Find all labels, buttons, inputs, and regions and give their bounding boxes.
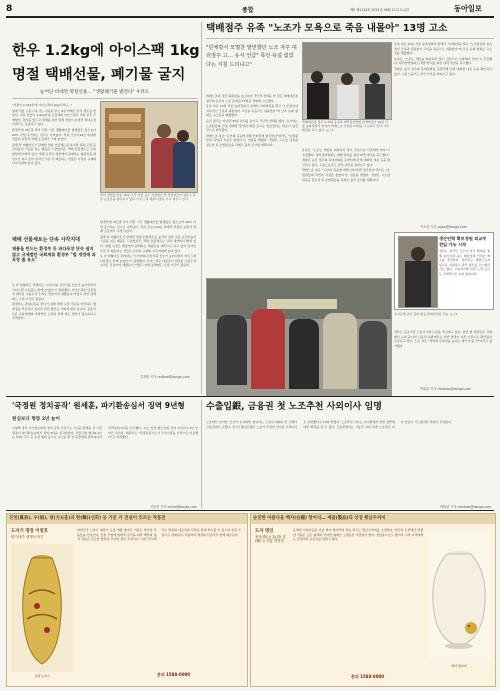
article-right-photo <box>302 42 392 120</box>
sidebar-body: 정부는 외국인 근로자 입국 확대를 통해 농어촌과 중소 제조업체 인력난 해소를 추진한다. 법무부는 계절근로자 입국을 지원하고 관련 절차를 간소화하기로 했다. 고용허가제 인력 도입 규모도 단계적으로 늘릴 방침이다. <box>439 249 490 276</box>
ad-right-body: 순백의 아름다움을 지닌 백자 항아리와 복을 부르는 황금두꺼비를 소개한다. 장인의 손끝에서 탄생한 작품은 깊은 광택과 단아한 형태로 오랫동안 사랑받아 왔다. 선물용으로도 좋으며 구매 고객에게는 감정서와 보증서를 함께 드린다. <box>293 528 423 542</box>
ad-left-body: 대한민국 도자기 명장이 오랜 세월 쌓아온 기술로 빚어낸 작품들을 선보인다. 전통 기법에 현대적 감각을 더한 백자와 청자 작품은 은은한 빛깔과 우아한 선이 특징이다. 이번 전시에서는 명장의 대표작과 신작을 함께 만나볼 수 있으며 한정 수량으로 판매된다. 작품마다 명장의 인증서가 함께 제공된다. <box>77 528 241 542</box>
photo-person-body <box>365 84 385 119</box>
article-right-quote: "단체방서 모멸찬 발언했던 노조 자주 대리점주 고… 유서 언급" 폭언·욕설 없었다는 지침 드리냐고" <box>206 45 297 68</box>
ad-right <box>250 513 496 687</box>
body-paragraph: 유족 측은 10일 서울 송파경찰서 앞에서 기자회견을 열고 "노조원들의 지속적인 모욕과 괴롭힘이 고인을 죽음으로 내몰았다"며 모욕 등의 혐의로 고소장을 제출했다. <box>206 104 298 118</box>
body-paragraph: 숨진 점주는 지난달 30일 유서를 남기고 극단적 선택을 했다. 유서에는 노조원들의 단체 대화방 발언과 태업 등으로 힘들었다는 내용이 담긴 것으로 알려졌다. <box>206 118 298 133</box>
sidebar-photo <box>398 236 438 308</box>
body-paragraph: 현재 서울 도봉구에 사는 이용된 부는 9일 택배로 한우 세트를 받았다. 가을 선물이 1.2kg인데 포장재와 아이스팩이 거의 같은 무게였다. 추석을 앞두고 택배를 통한 명절 선물이 늘면서 과대포장 쓰레기도 급증하고 있다. <box>12 108 96 127</box>
photo-person <box>177 130 189 142</box>
article-bottom-mid-headline: 수출입銀, 금융권 첫 노조추천 사외이사 임명 <box>206 402 382 412</box>
body-paragraph: 올해 한 대형마트가 판매한 명절 선물세트를 분석한 결과 포장 공간비율이 기준을 넘는 제품은 드물었지만, 택배 선물세트는 단속 대상에서 빠져 있다. 현행 규정은 매장에서 판매하는 제품만을 대상으로 하고 있어 온라인 주문 후 배송되는 선물은 사실상 규제의 사각지대에 놓여 있다. <box>12 142 96 166</box>
photo-crowd <box>217 315 247 385</box>
body-paragraph: 경찰은 숨진 점주의 휴대전화를 포렌식해 단체 대화방 내용 등을 확인하고 있다. 고용노동부도 관련 사안을 살펴보고 있다. <box>302 158 390 167</box>
ad-right-phone: 문의 1588-0000 <box>351 674 385 679</box>
article-bottom-right-body: 정부는 공공기관 노동이사제 도입을 추진하고 있다. 관련 법 개정안은 국회에서 논의 중이며 금융권 안팎에서는 이번 임명이 다른 기관으로 확산될지 주목하고 있다. 노조 측은 "경영의 투명성을 높이는 계기가 될 것"이라고 평가했다. <box>394 330 492 348</box>
photo-boxes <box>109 146 141 154</box>
article-bottom-left-subhead: 원심보다 형량 2년 늘어 <box>12 417 60 422</box>
article-left-body <box>12 103 96 233</box>
body-paragraph: 택배노조 측은 "고인의 죽음에 대해 안타깝게 생각한다"면서도 "조합원들의 폭언과 욕설은 없었다"는 입장을 밝혔다. 경찰은 고소장 내용을 검토한 뒤 조합원들을 차례로 불러 조사할 계획이다. <box>206 133 298 147</box>
photo-person <box>157 124 171 138</box>
body-paragraph: 올해 한 대형마트가 판매한 명절 선물세트를 분석한 결과 포장 공간비율이 기준을 넘는 제품은 드물었지만, 택배 선물세트는 단속 대상에서 빠져 있다. 현행 규정은 매장에서 판매하는 제품만을 대상으로 하고 있어 온라인 주문 후 배송되는 선물은 사실상 규제의 사각지대에 놓여 있다. <box>100 234 196 253</box>
article-bottom-mid-body: 노조에서 천거한 인사가 이사회에 참여하는 노동이사제의 첫 사례가 금융권에서 나왔다. 한국수출입은행은 노조가 추천한 인사를 사외이사로 임명했다고 10일 밝혔다. 노조추천 이사는 이사회에서 경영 전반에 대한 의견을 낼 수 있다. 금융권에서는 그동안 여러 차례 노조추천 이사 선임이 시도됐지만 번번이 무산됐다. <box>206 420 452 429</box>
ad-left-phone: 문의 1588-0000 <box>157 672 191 677</box>
body-paragraph: 환경부에 따르면 추석 연휴 기간 생활폐기물 발생량은 평소보다 20% 이상 증가하는 것으로 나타났다. 특히 코로나19로 비대면 선물이 늘면서 택배 포장재가 크게 늘었다. <box>12 127 96 142</box>
center-photo-caption: 수사진행 중인 집회 현장 관계자들의 모습. 뉴스1 <box>394 312 458 316</box>
center-photo <box>206 278 392 396</box>
photo-person <box>411 247 425 261</box>
article-left-byline: 김재영 기자 redfoot@donga.com <box>140 375 190 379</box>
body-paragraph: 유족은 "노조는 책임을 회피하지 말고 진심으로 사과해야 한다"고 주장했다. 대리점연합회도 재발 방지를 위한 대책 마련을 촉구했다. <box>302 148 390 157</box>
photo-person <box>369 73 380 84</box>
body-paragraph: 환경부에 따르면 추석 연휴 기간 생활폐기물 발생량은 평소보다 20% 이상 증가하는 것으로 나타났다. 특히 코로나19로 비대면 선물이 늘면서 택배 포장재가 크게 늘었다. <box>100 220 196 234</box>
article-left-subhead-2: 택배 선물세트는 단속 사각지대 <box>12 237 81 243</box>
article-left-body-3 <box>100 220 196 370</box>
article-left-photo <box>100 101 198 193</box>
vase-image <box>11 544 73 672</box>
article-right-photo-caption: 택배대리점 점주 A 씨의 유족과 대리점연합회 관계자들이 10일 서울 송파경찰서 앞에서 택배노조 조합원 13명을 고소하기 앞서 기자회견을 하고 있다. 뉴스1 <box>302 120 389 133</box>
ad-left-header: 진천(眞泉), 우(雨), 방(方)(훈)과 한(韓)(선화) 등 가문 가 전설이 흐르는 작품전 <box>7 514 247 524</box>
brand-logo: 동아일보 <box>454 4 482 13</box>
headline-rule <box>206 38 494 39</box>
photo-person-body <box>307 83 329 119</box>
article-left-headline-2: 명절 택배선물, 폐기물 굴지 <box>12 67 186 83</box>
body-paragraph: 또 한 대형마트 관계자는 "소비자의 신선식품 선호가 높아지면서 아이스팩 사용량도 함께 늘었다"고 설명했다. 아이스팩은 내용물이 대부분 고흡수성 수지로 만들어져 재활용이 어렵고 자연 분해에도 오랜 시간이 걸린다. <box>12 283 96 301</box>
section-rule <box>6 396 494 397</box>
photo-person <box>341 73 353 85</box>
jar-illustration <box>427 532 491 662</box>
body-paragraph: 경찰은 숨진 점주의 휴대전화를 포렌식해 단체 대화방 내용 등을 확인하고 있다. 고용노동부도 관련 사안을 살펴보고 있다. <box>394 66 492 76</box>
body-paragraph: 유족은 "노조는 책임을 회피하지 말고 진심으로 사과해야 한다"고 주장했다. 대리점연합회도 재발 방지를 위한 대책 마련을 촉구했다. <box>394 56 492 66</box>
ad-left-side-sub: 명가대가 생명도자기 <box>11 535 44 539</box>
subhead-rule <box>12 98 198 99</box>
article-bottom-right-byline: 박희창 기자 ramblas@donga.com <box>420 387 472 391</box>
photo-person <box>311 71 323 83</box>
jar-image <box>427 532 491 662</box>
ad-right-header: 순진한 아름다움 백자(白磁) 항아리… 제품(製品)의 상징 황금두꺼비 <box>251 514 495 524</box>
photo-crowd <box>251 309 285 389</box>
article-left-headline-1: 한우 1.2kg에 아이스팩 1kg <box>12 43 200 59</box>
article-right-headline: 택배점주 유족 "노조가 모욕으로 죽음 내몰아" 13명 고소 <box>206 23 448 34</box>
body-paragraph: "선물이 1.2kg인데 아이스팩이 1kg이라니…" <box>12 103 73 107</box>
article-bottom-left-headline: '국정원 정치공작' 원세훈, 파기환송심서 징역 9년형 <box>12 401 185 410</box>
photo-person-body <box>405 261 431 307</box>
ad-right-img-caption: 백자 항아리 <box>451 664 467 668</box>
header-rule <box>6 16 494 18</box>
article-bottom-left-byline: 신동진 기자 shine@donga.com <box>150 505 197 509</box>
sidebar-box <box>394 232 494 310</box>
ad-rule <box>6 510 494 511</box>
issue-info: 제0 제1124호 2021년 09월 11일 토요일 <box>350 8 410 12</box>
column-divider <box>201 400 202 508</box>
body-paragraph: 또 한 대형마트 관계자는 "소비자의 신선식품 선호가 높아지면서 아이스팩 사용량도 함께 늘었다"고 설명했다. 아이스팩은 내용물이 대부분 고흡수성 수지로 만들어져 재활용이 어렵고 자연 분해에도 오랜 시간이 걸린다. <box>100 254 196 268</box>
page-number: 8 <box>6 4 13 14</box>
ad-right-side-sub: 청산(靑山) 홍(洪) 한(韓) 등 전통 명장전 <box>255 535 286 544</box>
photo-boxes <box>109 114 141 122</box>
article-left-body-2 <box>12 283 96 383</box>
sidebar-title: 생산인력 확보정원 외교부 전입 가능 시작 <box>439 236 487 247</box>
ad-left-side-title: 도자기 명장 이영호 <box>11 529 48 534</box>
article-bottom-left-body: 이명박 정부 국가정보원의 정치 공작 사건으로 기소된 원세훈 전 국정원장이 파기환송심에서 징역 9년을 선고받았다. 서울고법 형사6-1부는 10일 국고 등 손실 혐의 등으로 기소된 원 전 원장에게 징역 9년과 자격정지 5년을 선고했다. 이는 앞선 항소심의 징역 7년보다 2년 늘어난 것이다. 재판부는 "국정원장으로서 국가기관을 사적으로 이용했다"고 지적했다. <box>12 426 198 440</box>
photo-person-body <box>173 142 195 188</box>
photo-crowd <box>289 319 319 389</box>
article-left-photo-caption: 추석 연휴를 앞둔 10일 오후 서울 중구 시장에서 한 작업자들이 냉장고 전달 포장용을 정리하고 있다. 아이스팩 제품이 줄을 가득 채우고 있다. <box>100 193 196 202</box>
body-paragraph: 유족 측은 10일 서울 송파경찰서 앞에서 기자회견을 열고 "노조원들의 지속적인 모욕과 괴롭힘이 고인을 죽음으로 내몰았다"며 모욕 등의 혐의로 고소장을 제출했다. <box>394 42 492 56</box>
article-right-body <box>206 94 298 274</box>
article-left-subhead: 늘어난 비대면 명절선물… "생활폐기물 발전다" 우려도 <box>40 90 150 95</box>
photo-crowd <box>323 313 357 389</box>
photo-person-body <box>337 85 359 119</box>
article-right-body-2 <box>302 148 390 268</box>
ad-left-img-caption: 금채 도자기 <box>34 674 50 678</box>
body-paragraph: 환경부는 과대포장을 줄이기 위해 택배 포장 기준을 마련하는 법 개정을 추진하고 있지만 관련 법안은 국회에 계류 중이다. 전문가들은 유통업계의 자발적인 노력과 함께 제도 정비가 필요하다고 지적한다. <box>12 302 96 321</box>
photo-banner <box>267 299 337 309</box>
photo-crowd <box>359 321 387 389</box>
photo-building <box>303 43 391 73</box>
page-header <box>6 3 494 15</box>
ad-left <box>6 513 248 687</box>
ad-right-side-title: 도자 명인 <box>255 529 274 534</box>
body-paragraph: 택배노조 측은 "고인의 죽음에 대해 안타깝게 생각한다"면서도 "조합원들의 폭언과 욕설은 없었다"는 입장을 밝혔다. 경찰은 고소장 내용을 검토한 뒤 조합원들을 차례로 불러 조사할 계획이다. <box>302 168 390 182</box>
article-bottom-mid-byline: 박희창 기자 ramblas@donga.com <box>440 505 492 509</box>
article-left-subhead-3: 제품을 만드는 환경부 등 과다포장 단속 쉽지 않고 규제법안 국회계류 환경부 "법 개정에 과포장 줄 유도" <box>12 246 96 263</box>
vase-illustration <box>11 544 73 672</box>
article-right-byline: 이소정 기자 sojee@donga.com <box>420 225 467 229</box>
article-right-body-3 <box>394 42 492 222</box>
photo-boxes <box>109 130 141 138</box>
column-divider <box>201 22 202 394</box>
section-label: 종합 <box>242 7 254 14</box>
body-paragraph: 택배노조의 집단 괴롭힘을 호소하며 극단적 선택을 한 김포 택배대리점 점주의 유족이 노조 조합원 13명을 경찰에 고소했다. <box>206 94 298 103</box>
